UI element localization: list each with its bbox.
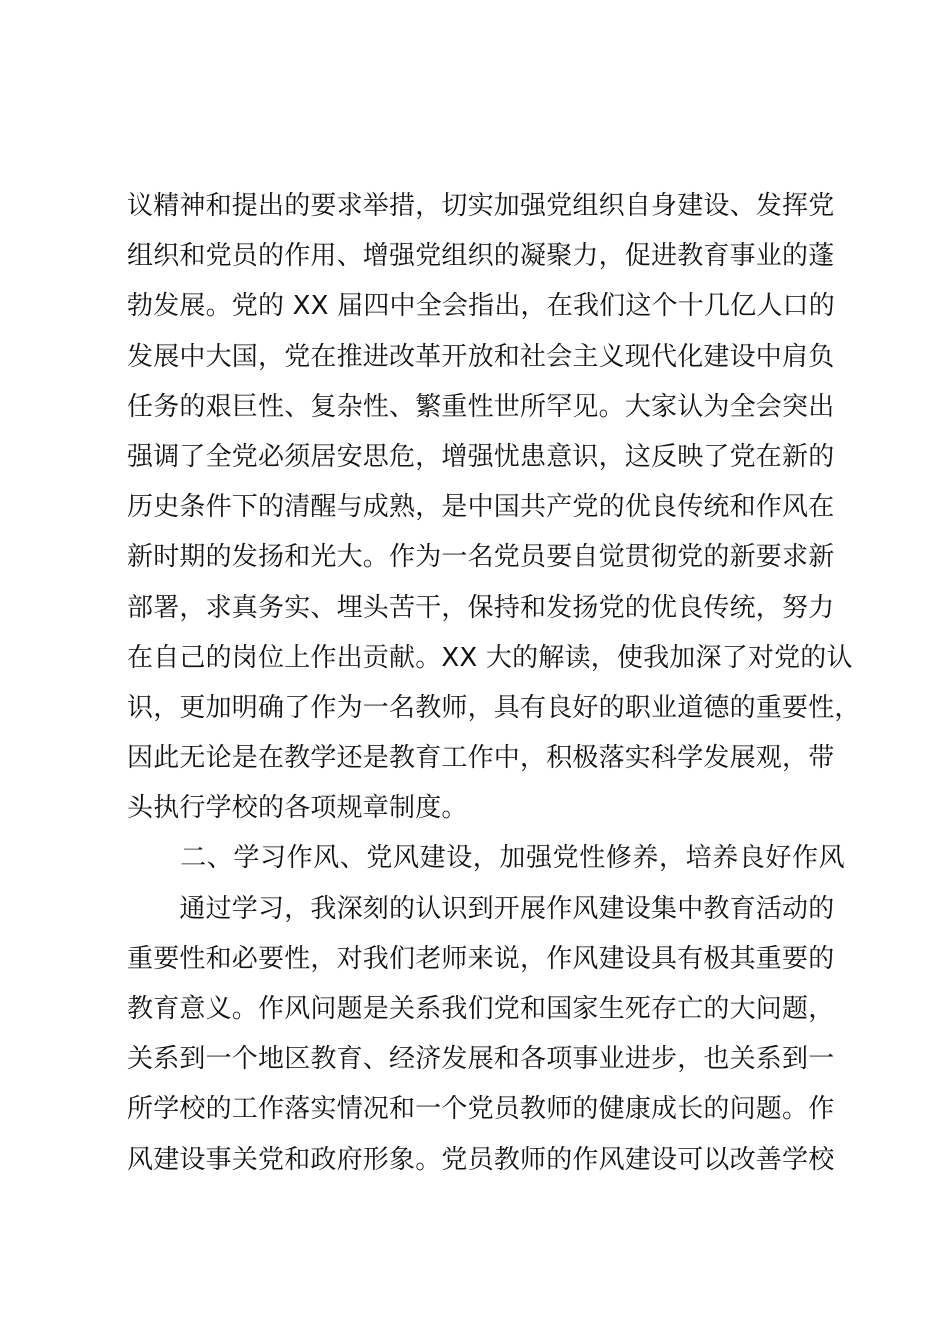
paragraph-1-line: 任务的艰巨性、复杂性、繁重性世所罕见。大家认为全会突出: [127, 391, 835, 422]
paragraph-1-line: 历史条件下的清醒与成熟，是中国共产党的优良传统和作风在: [127, 492, 835, 523]
paragraph-2-line: 教育意义。作风问题是关系我们党和国家生死存亡的大问题，: [127, 994, 835, 1024]
paragraph-2-line: 重要性和必要性，对我们老师来说，作风建设具有极其重要的: [127, 943, 835, 974]
paragraph-1-line: 在自己的岗位上作出贡献。XX 大的解读，使我加深了对党的认: [127, 642, 853, 673]
section-heading: 二、学习作风、党风建设，加强党性修养，培养良好作风: [127, 843, 846, 874]
paragraph-2-line: 通过学习，我深刻的认识到开展作风建设集中教育活动的: [127, 893, 835, 924]
paragraph-1-line: 议精神和提出的要求举措，切实加强党组织自身建设、发挥党: [127, 191, 835, 221]
document-body: [127, 181, 861, 1185]
paragraph-2-line: 所学校的工作落实情况和一个党员教师的健康成长的问题。作: [127, 1094, 835, 1125]
paragraph-1-line: 组织和党员的作用、增强党组织的凝聚力，促进教育事业的蓬: [127, 241, 835, 272]
paragraph-1-line: 因此无论是在教学还是教育工作中，积极落实科学发展观，带: [127, 743, 835, 774]
paragraph-1-line: 勃发展。党的 XX 届四中全会指出，在我们这个十几亿人口的: [127, 291, 835, 322]
paragraph-2-line: 关系到一个地区教育、经济发展和各项事业进步，也关系到一: [127, 1044, 835, 1075]
paragraph-1-line: 强调了全党必须居安思危，增强忧患意识，这反映了党在新的: [127, 441, 835, 472]
paragraph-1-line: 头执行学校的各项规章制度。: [127, 793, 468, 824]
paragraph-2-line: 风建设事关党和政府形象。党员教师的作风建设可以改善学校: [127, 1144, 835, 1175]
paragraph-1-line: 新时期的发扬和光大。作为一名党员要自觉贯彻党的新要求新: [127, 542, 835, 573]
paragraph-1-line: 部署，求真务实、埋头苦干，保持和发扬党的优良传统，努力: [127, 592, 835, 623]
paragraph-1-line: 识，更加明确了作为一名教师，具有良好的职业道德的重要性，: [127, 692, 861, 723]
paragraph-1-line: 发展中大国，党在推进改革开放和社会主义现代化建设中肩负: [127, 341, 835, 372]
